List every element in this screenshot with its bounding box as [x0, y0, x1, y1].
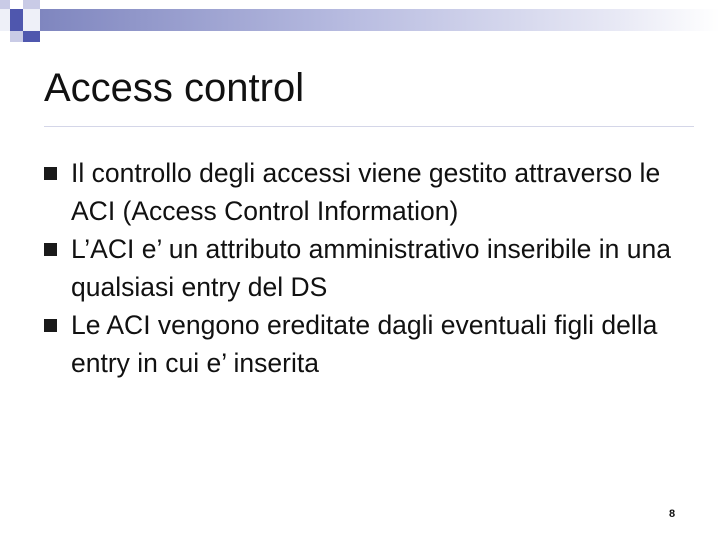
square-bullet-icon	[44, 243, 57, 256]
bullet-item	[44, 154, 684, 230]
header-decoration-square	[10, 31, 23, 42]
header-decoration-square	[0, 0, 10, 9]
bullet-item	[44, 306, 684, 382]
bullet-text: Il controllo degli accessi viene gestito attraverso le ACI (Access Control Information)	[71, 158, 661, 226]
header-decoration-square	[23, 31, 40, 42]
header-decoration-square	[0, 9, 10, 31]
title-divider	[44, 126, 694, 127]
bullet-text: L’ACI e’ un attributo amministrativo inseribile in una qualsiasi entry del DS	[71, 234, 671, 302]
bullet-text: Le ACI vengono ereditate dagli eventuali figli della entry in cui e’ inserita	[71, 310, 658, 378]
bullet-item	[44, 230, 684, 306]
square-bullet-icon	[44, 167, 57, 180]
header-gradient-bar	[40, 9, 720, 31]
page-number: 8	[669, 508, 676, 520]
bullet-list	[44, 154, 684, 382]
header-decoration-square	[23, 0, 40, 9]
header-decoration-square	[10, 0, 23, 9]
header-decoration-square	[10, 9, 23, 31]
header-decoration-square	[23, 9, 40, 31]
square-bullet-icon	[44, 319, 57, 332]
slide-title: Access control	[44, 66, 305, 110]
